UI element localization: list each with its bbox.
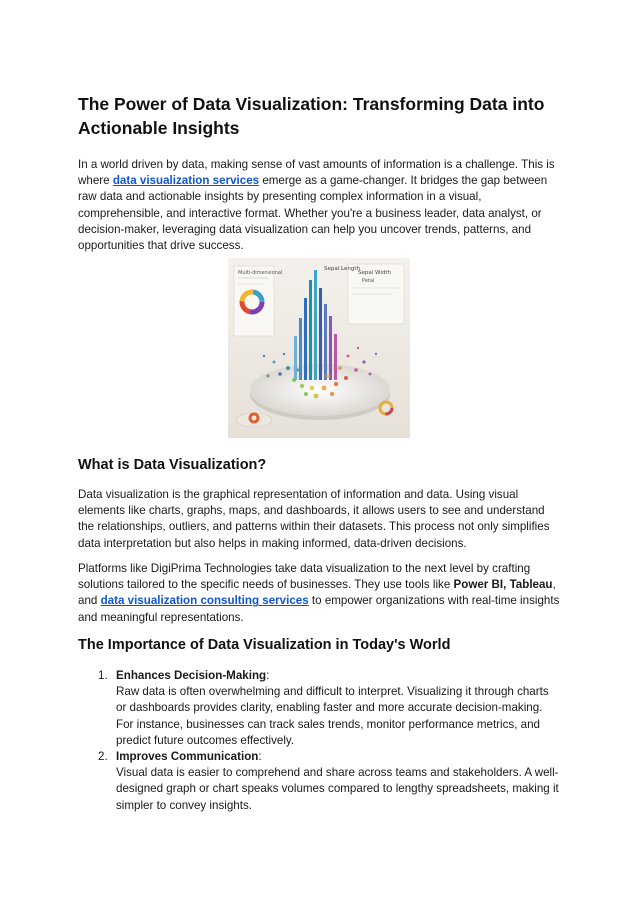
digiprima-text-start: Platforms like DigiPrima Technologies take data visualization to the next level by crafting solutions tailored to the specific needs of businesses. They use tools like xyxy=(78,562,531,592)
intro-text-start: In a world driven by data, making sense of vast amounts of information is a challenge. This is where xyxy=(78,158,555,188)
importance-list xyxy=(78,668,560,814)
illustration-svg xyxy=(228,258,410,438)
list-item-colon: : xyxy=(258,750,262,764)
page-title: The Power of Data Visualization: Transforming Data into Actionable Insights xyxy=(78,94,545,138)
list-item-description: Raw data is often overwhelming and difficult to interpret. Visualizing it through charts or dashboards provides clarity, enabling faster and more accurate decision-making. For instance, businesses can track sales trends, monitor performance metrics, and predict future outcomes effectively. xyxy=(116,685,549,747)
list-item-title: Improves Communication xyxy=(116,750,259,764)
list-item-title: Enhances Decision-Making xyxy=(116,669,267,682)
data-visualization-services-link[interactable]: data visualization services xyxy=(112,174,260,188)
digiprima-text-end: to empower organizations with real-time insights and meaningful representations. xyxy=(78,594,560,624)
list-item-number: 2. xyxy=(98,750,108,764)
figure-label-multidimensional: Multi-dimensional xyxy=(238,270,283,276)
tools-bold-text: Power BI, Tableau xyxy=(453,578,553,592)
intro-text-end: emerge as a game-changer. It bridges the gap between raw data and actionable insights by presenting complex information in a visual, comprehensible, and interactive format. Whether you're a business leader, data analyst, or decision-maker, leveraging data visualization can help you uncover trends, patterns, and opportunities that drive success. xyxy=(78,174,548,253)
figure-label-petal: Petal xyxy=(362,278,375,284)
section-heading-importance: The Importance of Data Visualization in Today's World xyxy=(78,637,451,653)
list-item xyxy=(78,749,560,814)
digiprima-text-mid: , and xyxy=(78,578,556,608)
data-visualization-illustration xyxy=(228,258,410,438)
definition-paragraph: Data visualization is the graphical representation of information and data. Using visual elements like charts, graphs, maps, and dashboards, it allows users to see and understand the relationships, outliers, and patterns within their datasets. This process not only simplifies data interpretation but also helps in making informed, data-driven decisions. xyxy=(78,488,550,550)
figure-label-sepal-length: Sepal Length xyxy=(324,266,360,272)
figure-label-sepal-width: Sepal Width xyxy=(358,270,391,276)
intro-paragraph xyxy=(78,157,560,254)
digiprima-paragraph xyxy=(78,561,560,626)
list-item xyxy=(78,668,560,749)
list-item-colon: : xyxy=(266,669,270,682)
consulting-services-link[interactable]: data visualization consulting services xyxy=(100,594,309,608)
section-heading-what-is: What is Data Visualization? xyxy=(78,457,267,473)
list-item-description: Visual data is easier to comprehend and share across teams and stakeholders. A well-designed graph or chart speaks volumes compared to lengthy spreadsheets, making it simpler to convey insights. xyxy=(116,766,559,812)
list-item-number: 1. xyxy=(98,669,108,682)
